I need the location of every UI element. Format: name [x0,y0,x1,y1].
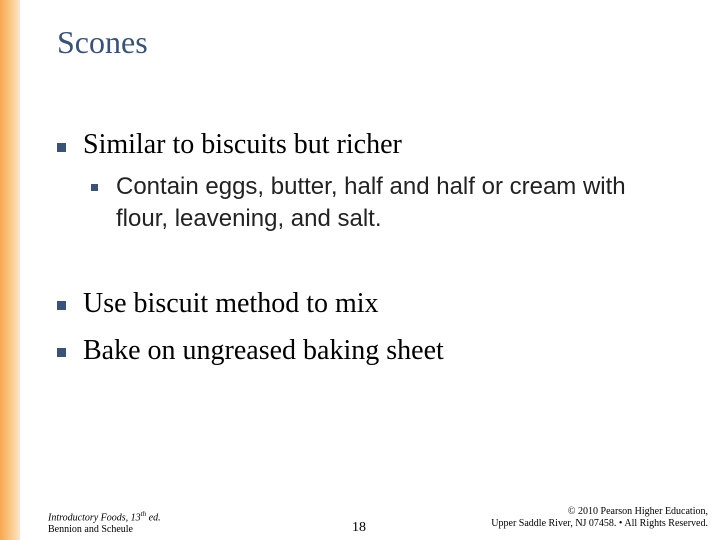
footer-book-info [48,508,161,536]
bullet-square-icon [57,348,66,357]
slide-side-band [0,0,20,540]
bullet-text-3: Bake on ungreased baking sheet [83,335,444,366]
bullet-square-icon [57,301,66,310]
footer-book-title [48,508,161,524]
bullet-text-1: Similar to biscuits but richer [83,129,402,160]
footer-copyright-line-1: © 2010 Pearson Higher Education, [567,506,708,517]
bullet-text-2: Use biscuit method to mix [83,288,379,319]
sub-bullet-text-line-1: Contain eggs, butter, half and half or cream with [116,173,626,200]
footer-book-prefix: Introductory Foods, 13 [48,512,141,524]
sub-bullet-square-icon [91,184,98,191]
footer-authors: Bennion and Scheule [48,524,133,536]
bullet-square-icon [57,143,66,152]
footer-copyright-line-2: Upper Saddle River, NJ 07458. • All Rights Reserved. [491,518,708,529]
sub-bullet-text-line-2: flour, leavening, and salt. [116,205,382,232]
slide-title: Scones [57,24,148,60]
footer-book-edition-sup: th [140,510,147,518]
footer-copyright [491,506,708,530]
footer-book-suffix: ed. [146,512,161,524]
page-number: 18 [352,520,366,535]
